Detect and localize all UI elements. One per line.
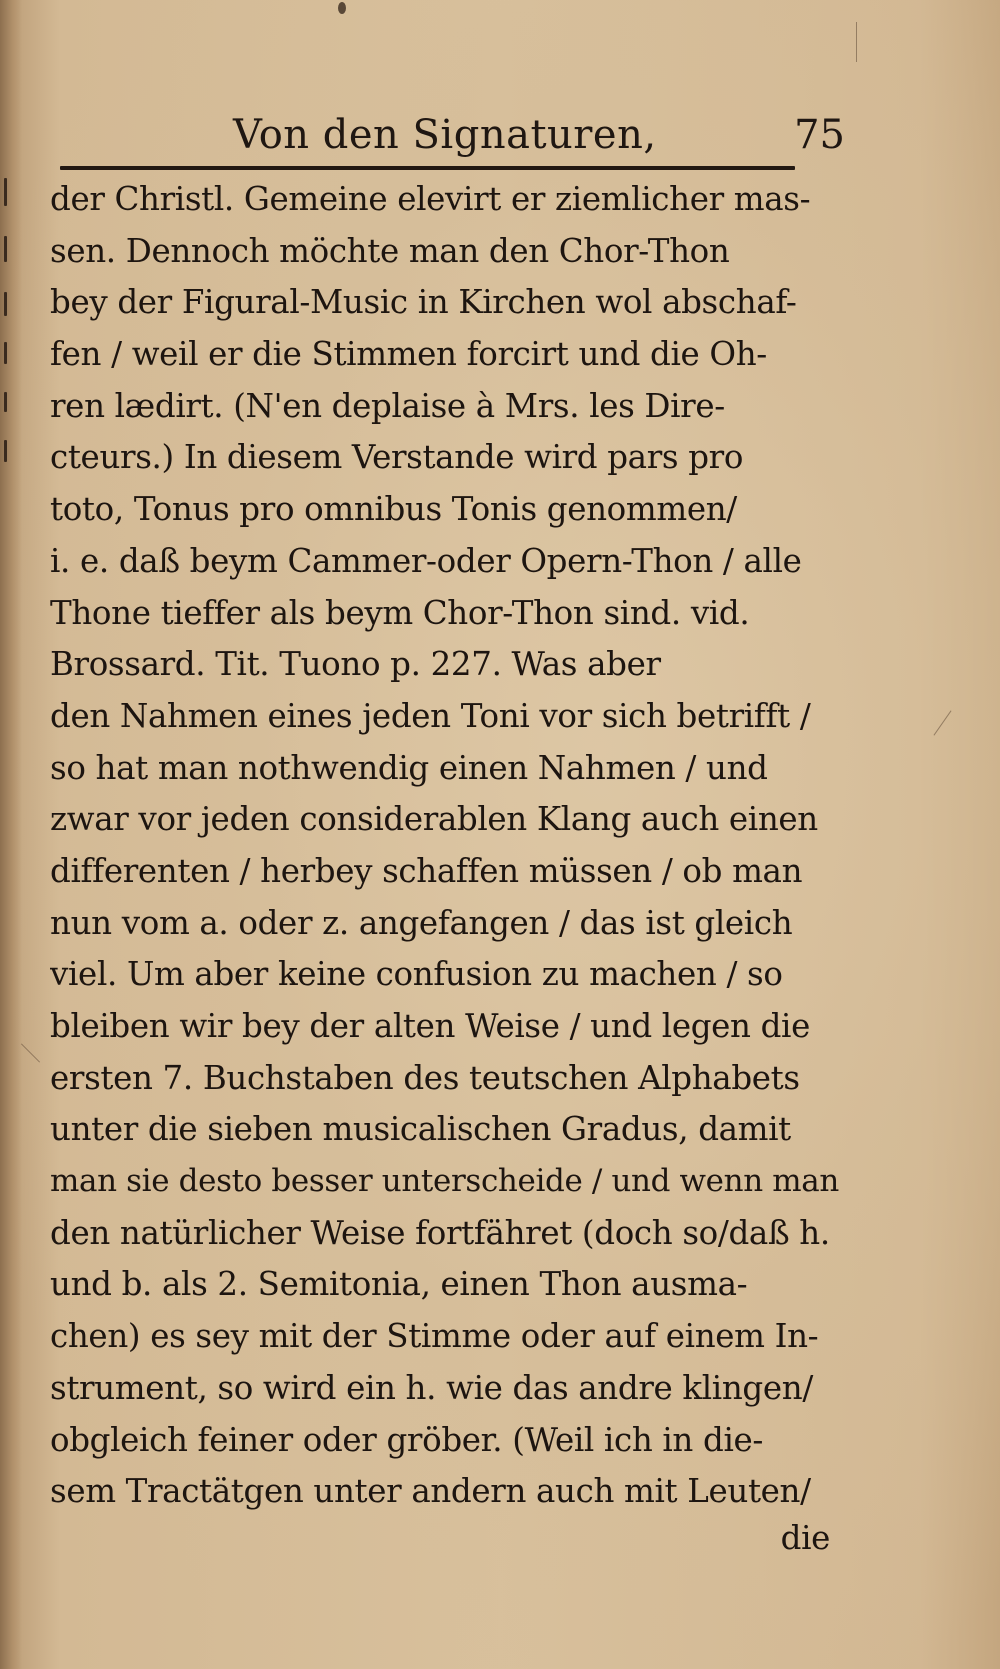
text-line: bey der Figural-Music in Kirchen wol abschaf- <box>50 283 797 322</box>
text-line: chen) es sey mit der Stimme oder auf einem In- <box>50 1317 819 1356</box>
gutter-mark <box>4 236 7 262</box>
catchword: die <box>780 1518 830 1557</box>
text-line: strument, so wird ein h. wie das andre klingen/ <box>50 1368 813 1407</box>
paper-scratch <box>856 22 857 62</box>
text-line: der Christl. Gemeine elevirt er ziemlicher mas- <box>50 180 811 218</box>
text-line: differenten / herbey schaffen müssen / ob man <box>50 851 803 890</box>
text-line: den natürlicher Weise fortfähret (doch so/daß h. <box>50 1213 830 1252</box>
body-text <box>50 174 850 1558</box>
text-line: toto, Tonus pro omnibus Tonis genommen/ <box>50 490 737 529</box>
text-line: zwar vor jeden considerablen Klang auch einen <box>50 800 818 839</box>
text-line: Thone tieffer als beym Chor-Thon sind. vid. <box>50 593 750 632</box>
ink-spot <box>338 2 346 14</box>
gutter-mark <box>4 342 7 364</box>
text-line: man sie desto besser unterscheide / und wenn man <box>50 1163 839 1200</box>
running-head: Von den Signaturen, <box>233 112 657 158</box>
text-line: Brossard. Tit. Tuono p. 227. Was aber <box>50 645 661 684</box>
text-line: fen / weil er die Stimmen forcirt und die Oh- <box>50 335 767 374</box>
text-line: so hat man nothwendig einen Nahmen / und <box>50 748 768 787</box>
text-line: den Nahmen eines jeden Toni vor sich betrifft / <box>50 696 811 735</box>
paper-scratch <box>21 1043 40 1062</box>
text-line: obgleich feiner oder gröber. (Weil ich in die- <box>50 1420 764 1459</box>
text-line: bleiben wir bey der alten Weise / und legen die <box>50 1007 810 1045</box>
text-line: unter die sieben musicalischen Gradus, damit <box>50 1110 791 1149</box>
text-line: sem Tractätgen unter andern auch mit Leuten/ <box>50 1472 811 1511</box>
paper-scratch <box>933 710 951 735</box>
header-rule <box>60 166 795 170</box>
gutter-mark <box>4 178 7 206</box>
text-line: sen. Dennoch möchte man den Chor-Thon <box>50 231 730 270</box>
text-line: i. e. daß beym Cammer-oder Opern-Thon / alle <box>50 541 802 580</box>
gutter-mark <box>4 292 7 316</box>
text-line: viel. Um aber keine confusion zu machen / so <box>50 955 783 994</box>
gutter-mark <box>4 392 7 412</box>
text-line: nun vom a. oder z. angefangen / das ist gleich <box>50 903 793 942</box>
text-line: ren lædirt. (N'en deplaise à Mrs. les Dire- <box>50 386 725 425</box>
text-line: und b. als 2. Semitonia, einen Thon ausma- <box>50 1265 748 1304</box>
text-line: ersten 7. Buchstaben des teutschen Alphabets <box>50 1058 800 1097</box>
page-number: 75 <box>794 112 845 158</box>
gutter-mark <box>4 440 7 462</box>
page-header <box>205 112 845 162</box>
text-line: cteurs.) In diesem Verstande wird pars pro <box>50 438 744 477</box>
